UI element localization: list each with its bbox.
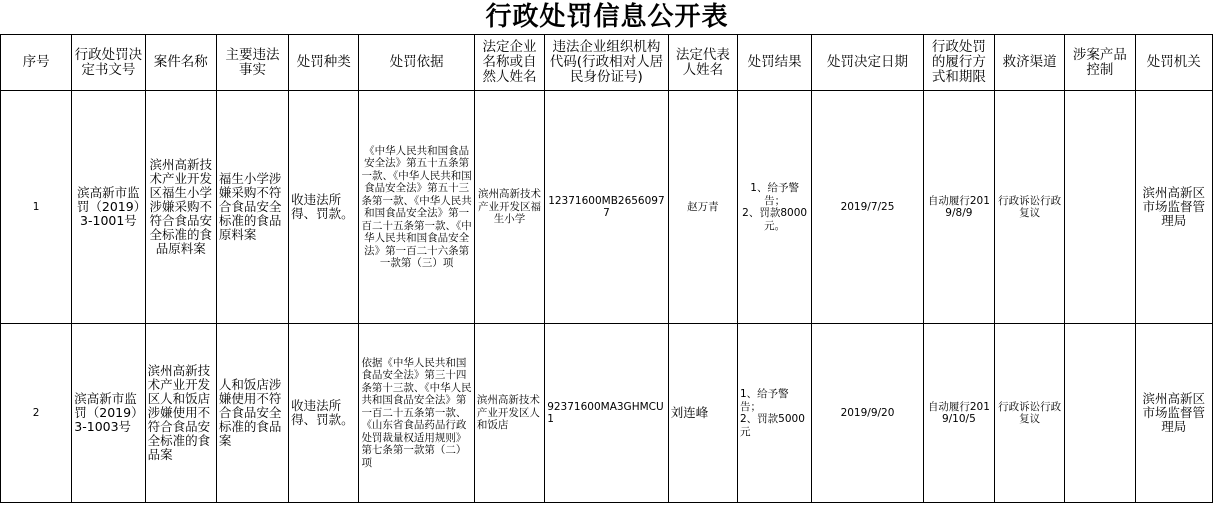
- cell-penalty-type: 收违法所得、罚款。: [289, 91, 359, 324]
- cell-doc-no: 滨高新市监罚（2019）3-1001号: [72, 91, 145, 324]
- penalty-info-table: [0, 34, 1213, 503]
- header-doc-no: 行政处罚决定书文号: [72, 35, 145, 91]
- header-case-name: 案件名称: [145, 35, 216, 91]
- cell-remedy: 行政诉讼行政复议: [995, 91, 1065, 324]
- header-product-control: 涉案产品控制: [1065, 35, 1135, 91]
- cell-authority: 滨州高新区市场监督管理局: [1135, 91, 1212, 324]
- cell-seq: 2: [1, 324, 72, 503]
- header-entity: 法定企业名称或自然人姓名: [474, 35, 544, 91]
- header-penalty-type: 处罚种类: [289, 35, 359, 91]
- header-basis: 处罚依据: [359, 35, 474, 91]
- table-row: [1, 91, 1213, 324]
- header-row: [1, 35, 1213, 91]
- cell-authority: 滨州高新区市场监督管理局: [1135, 324, 1212, 503]
- header-date: 处罚决定日期: [812, 35, 923, 91]
- cell-seq: 1: [1, 91, 72, 324]
- table-row: [1, 324, 1213, 503]
- cell-result: 1、给予警告； 2、罚款5000元: [737, 324, 811, 503]
- header-authority: 处罚机关: [1135, 35, 1212, 91]
- header-code: 违法企业组织机构代码(行政相对人居民身份证号): [545, 35, 669, 91]
- cell-result: 1、给予警告； 2、罚款8000元。: [737, 91, 811, 324]
- cell-doc-no: 滨高新市监罚（2019）3-1003号: [72, 324, 145, 503]
- header-fulfillment: 行政处罚的履行方式和期限: [923, 35, 994, 91]
- cell-code: 12371600MB26560977: [545, 91, 669, 324]
- cell-product-control: [1065, 91, 1135, 324]
- cell-basis: 依据《中华人民共和国食品安全法》第三十四条第十三款、《中华人民共和国食品安全法》第一百二十五条第一款、《山东省食品药品行政处罚裁量权适用规则》第七条第一款第（二）项: [359, 324, 474, 503]
- cell-entity: 滨州高新技术产业开发区人和饭店: [474, 324, 544, 503]
- header-seq: 序号: [1, 35, 72, 91]
- cell-fulfillment: 自动履行2019/10/5: [923, 324, 994, 503]
- cell-penalty-type: 收违法所得、罚款。: [289, 324, 359, 503]
- cell-code: 92371600MA3GHMCU1: [545, 324, 669, 503]
- page-title: 行政处罚信息公开表: [485, 2, 729, 32]
- cell-case-name: 滨州高新技术产业开发区人和饭店涉嫌使用不符合食品安全标准的食品案: [145, 324, 216, 503]
- header-facts: 主要违法事实: [216, 35, 288, 91]
- cell-date: 2019/9/20: [812, 324, 923, 503]
- cell-legal-rep: 刘连峰: [668, 324, 737, 503]
- header-result: 处罚结果: [737, 35, 811, 91]
- cell-legal-rep: 赵万青: [668, 91, 737, 324]
- cell-date: 2019/7/25: [812, 91, 923, 324]
- cell-case-name: 滨州高新技术产业开发区福生小学涉嫌采购不符合食品安全标准的食品原料案: [145, 91, 216, 324]
- cell-basis: 《中华人民共和国食品安全法》第五十五条第一款、《中华人民共和国食品安全法》第五十三条第一款、《中华人民共和国食品安全法》第一百二十五条第一款、《中华人民共和国食品安全法》第一百二十六条第一款第（三）项: [359, 91, 474, 324]
- cell-entity: 滨州高新技术产业开发区福生小学: [474, 91, 544, 324]
- cell-facts: 人和饭店涉嫌使用不符合食品安全标准的食品案: [216, 324, 288, 503]
- header-legal-rep: 法定代表人姓名: [668, 35, 737, 91]
- cell-facts: 福生小学涉嫌采购不符合食品安全标准的食品原料案: [216, 91, 288, 324]
- header-remedy: 救济渠道: [995, 35, 1065, 91]
- cell-product-control: [1065, 324, 1135, 503]
- cell-fulfillment: 自动履行2019/8/9: [923, 91, 994, 324]
- cell-remedy: 行政诉讼行政复议: [995, 324, 1065, 503]
